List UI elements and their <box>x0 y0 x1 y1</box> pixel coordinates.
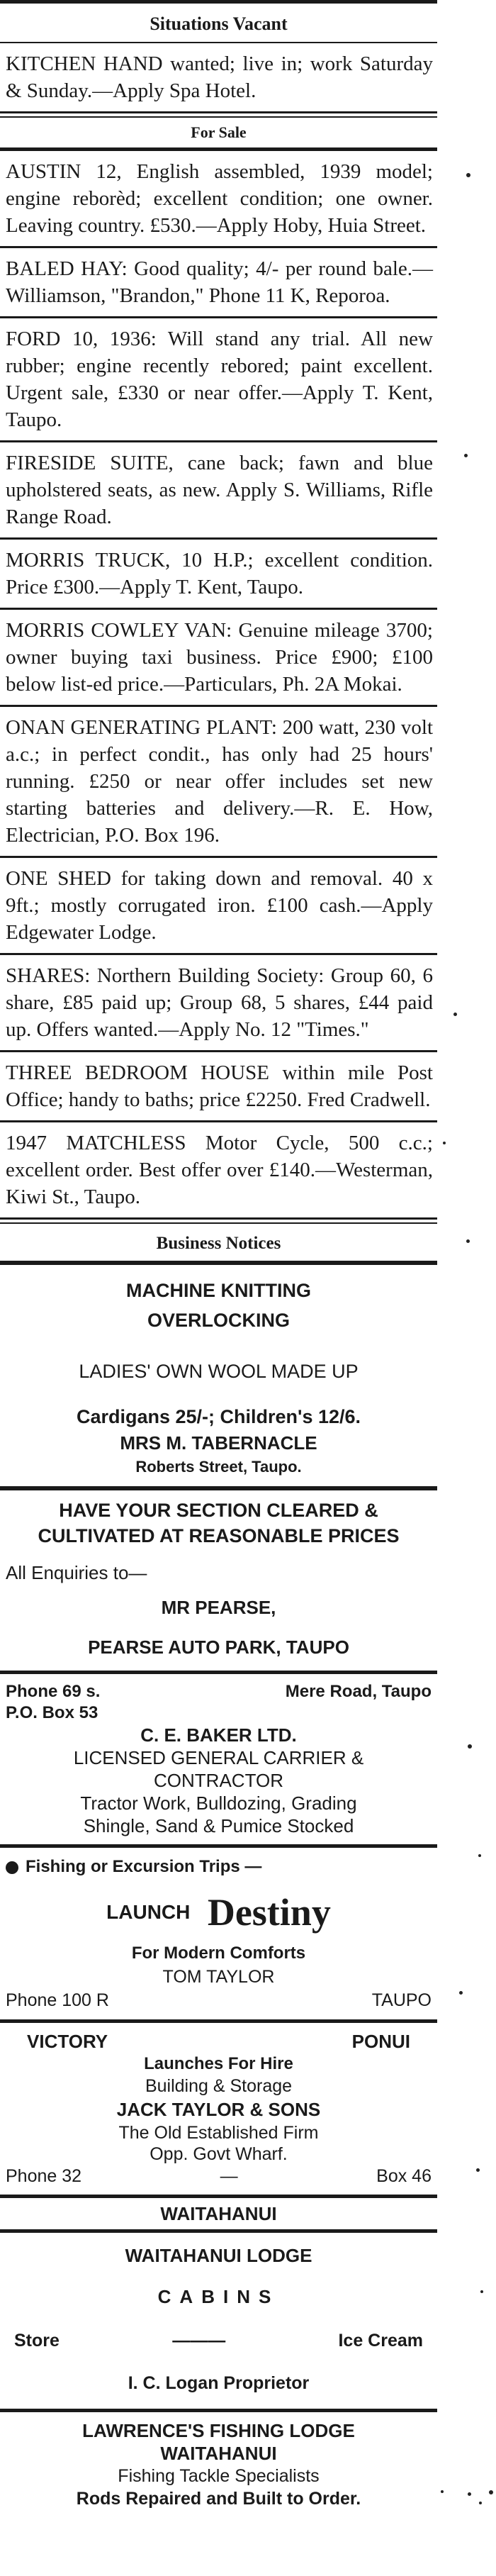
clearing-headline: HAVE YOUR SECTION CLEARED & CULTIVATED AT REASONABLE PRICES <box>38 1500 400 1546</box>
speck <box>466 173 470 177</box>
speck <box>443 1142 446 1144</box>
ad-austin: AUSTIN 12, English assembled, 1939 model; engine reborèd; excellent condition; one owner. Leaving country. £530.—Apply Hoby, Huia Street. <box>6 160 433 237</box>
speck <box>459 1991 463 1995</box>
ad-onan-plant: ONAN GENERATING PLANT: 200 watt, 230 volt a.c.; in perfect condit., has only had 25 hours' running. £250 or near offer includes set new starting batteries and delivery.—R. E. How, Electrician, P.O. Box 196. <box>0 705 437 856</box>
taylor-name: JACK TAYLOR & SONS <box>116 2099 321 2120</box>
ad-matchless: 1947 MATCHLESS Motor Cycle, 500 c.c.; excellent order. Best offer over £140.—Westerman, Kiwi St., Taupo. <box>0 1120 437 1217</box>
business-notices-heading: Business Notices <box>156 1234 281 1253</box>
clearing-contact: MR PEARSE, <box>161 1597 276 1618</box>
knitting-address: Roberts Street, Taupo. <box>135 1458 302 1476</box>
lawrences-rods: Rods Repaired and Built to Order. <box>76 2489 361 2509</box>
notice-waitahanui-lodge <box>0 2195 437 2399</box>
for-sale-heading: For Sale <box>191 123 247 141</box>
ad-morris-truck: MORRIS TRUCK, 10 H.P.; excellent condition. Price £300.—Apply T. Kent, Taupo. <box>0 537 437 608</box>
ad-shares: SHARES: Northern Building Society: Group 60, 6 share, £85 paid up; Group 68, 5 shares, £44 paid up. Offers wanted.—Apply No. 12 "Times." <box>0 953 437 1050</box>
taylor-phone: Phone 32 <box>6 2166 82 2186</box>
baker-phone-row <box>6 1681 432 1702</box>
for-sale-list <box>0 151 437 1217</box>
destiny-tagline: For Modern Comforts <box>131 1944 306 1963</box>
lodge-facilities-row <box>0 2326 437 2355</box>
notice-launch-destiny <box>0 1844 437 2019</box>
bullet-icon <box>6 1861 18 1874</box>
destiny-name: Destiny <box>207 1891 331 1934</box>
knitting-prices: Cardigans 25/-; Children's 12/6. <box>76 1406 361 1427</box>
destiny-intro: Fishing or Excursion Trips — <box>6 1855 432 1879</box>
launch-victory: VICTORY <box>27 2031 108 2052</box>
lodge-proprietor: I. C. Logan Proprietor <box>128 2373 310 2393</box>
destiny-phone: Phone 100 R <box>6 1990 109 2010</box>
ad-shed: ONE SHED for taking down and removal. 40 x 9ft.; mostly corrugated iron. £100 cash.—Apply Edgewater Lodge. <box>0 856 437 953</box>
taylor-hire: Launches For Hire <box>144 2054 293 2073</box>
situations-vacant-heading: Situations Vacant <box>150 13 288 34</box>
speck <box>476 2168 480 2172</box>
clearing-enquiries: All Enquiries to— <box>6 1562 147 1583</box>
destiny-launch-label: LAUNCH <box>106 1901 191 1923</box>
speck <box>466 1239 470 1243</box>
taylor-building: Building & Storage <box>145 2076 293 2096</box>
speck <box>479 2502 482 2504</box>
destiny-owner: TOM TAYLOR <box>162 1967 275 1987</box>
ad-fireside-suite: FIRESIDE SUITE, cane back; fawn and blue upholstered seats, as new. Apply S. Williams, Rifle Range Road. <box>0 440 437 537</box>
speck <box>468 2492 471 2496</box>
speck <box>441 2490 444 2493</box>
speck <box>480 2290 483 2293</box>
speck <box>489 2490 493 2494</box>
launch-names-row <box>6 2030 432 2053</box>
notice-section-clearing <box>0 1486 437 1671</box>
ad-baled-hay: BALED HAY: Good quality; 4/- per round bale.—Williamson, "Brandon," Phone 11 K, Reporoa. <box>0 246 437 316</box>
divider <box>0 2229 437 2233</box>
lawrences-name: LAWRENCE'S FISHING LODGE <box>82 2420 355 2441</box>
notice-machine-knitting <box>0 1261 437 1486</box>
divider <box>0 111 437 118</box>
knitting-wool-line: LADIES' OWN WOOL MADE UP <box>79 1361 359 1382</box>
lawrences-place: WAITAHANUI <box>160 2443 277 2464</box>
waitahanui-heading: WAITAHANUI <box>160 2203 277 2224</box>
baker-line-4: Shingle, Sand & Pumice Stocked <box>83 1815 354 1836</box>
ad-ford: FORD 10, 1936: Will stand any trial. All new rubber; engine recently rebored; paint excellent. Urgent sale, £330 or near offer.—Apply T. Kent, Taupo. <box>0 316 437 440</box>
clearing-business: PEARSE AUTO PARK, TAUPO <box>88 1637 349 1658</box>
knitting-title: MACHINE KNITTING <box>126 1280 311 1301</box>
ad-morris-van: MORRIS COWLEY VAN: Genuine mileage 3700; owner buying taxi business. Price £900; £100 below list-ed price.—Particulars, Ph. 2A Mokai. <box>0 608 437 705</box>
knitting-name: MRS M. TABERNACLE <box>120 1432 317 1454</box>
lodge-cabins: CABINS <box>157 2286 280 2307</box>
notice-baker-carrier <box>0 1671 437 1844</box>
taylor-contact-row <box>6 2165 432 2187</box>
overlocking-title: OVERLOCKING <box>147 1310 290 1331</box>
lodge-dash: ——— <box>172 2331 226 2351</box>
lodge-ice-cream: Ice Cream <box>338 2331 423 2351</box>
baker-phone: Phone 69 s. <box>6 1682 101 1701</box>
notice-lawrences-lodge <box>0 2409 437 2517</box>
notice-launches-for-hire <box>0 2019 437 2195</box>
taylor-dash: — <box>220 2166 238 2186</box>
speck <box>468 1744 472 1749</box>
taylor-location: Opp. Govt Wharf. <box>150 2144 288 2164</box>
destiny-title-row <box>6 1890 432 1934</box>
baker-po-box: P.O. Box 53 <box>6 1703 98 1722</box>
taylor-firm: The Old Established Firm <box>118 2123 319 2143</box>
destiny-contact-row <box>6 1988 432 2012</box>
taylor-box: Box 46 <box>376 2166 432 2186</box>
baker-line-3: Tractor Work, Bulldozing, Grading <box>80 1792 357 1814</box>
speck <box>453 1013 457 1016</box>
baker-line-2: CONTRACTOR <box>154 1770 283 1791</box>
lodge-store: Store <box>14 2331 60 2351</box>
lodge-name: WAITAHANUI LODGE <box>125 2245 312 2266</box>
ad-kitchen-hand: KITCHEN HAND wanted; live in; work Saturday & Sunday.—Apply Spa Hotel. <box>6 52 433 102</box>
speck <box>464 454 468 457</box>
destiny-town: TAUPO <box>371 1990 432 2010</box>
speck <box>478 1854 481 1857</box>
baker-line-1: LICENSED GENERAL CARRIER & <box>73 1747 364 1768</box>
divider <box>0 1217 437 1224</box>
lawrences-specialists: Fishing Tackle Specialists <box>118 2466 320 2486</box>
baker-name: C. E. BAKER LTD. <box>140 1724 297 1746</box>
baker-address: Mere Road, Taupo <box>285 1682 432 1701</box>
ad-three-bedroom-house: THREE BEDROOM HOUSE within mile Post Office; handy to baths; price £2250. Fred Cradwell. <box>0 1050 437 1120</box>
launch-ponui: PONUI <box>351 2031 410 2052</box>
